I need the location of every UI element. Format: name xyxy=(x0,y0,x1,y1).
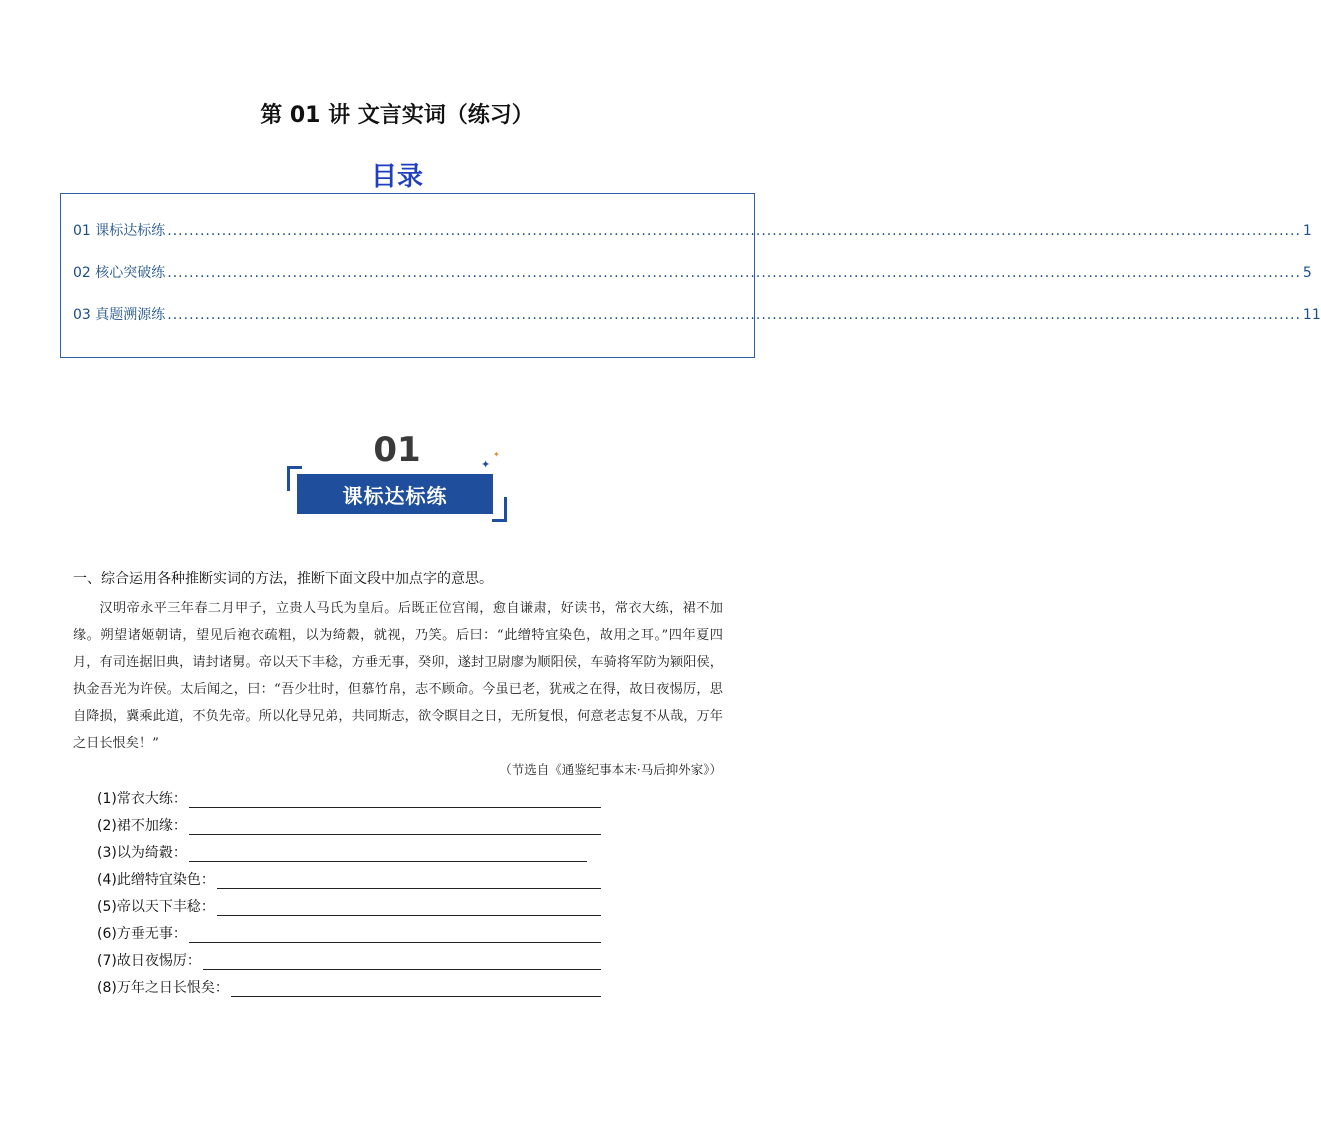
section-banner-label: 课标达标练 xyxy=(297,474,493,514)
sub-question xyxy=(97,923,601,943)
sub-question xyxy=(97,788,601,808)
toc-entry-label: 02 核心突破练 xyxy=(73,265,166,281)
sub-question-label: (4)此缯特宜染色： xyxy=(97,872,215,888)
sub-question-label: (2)裙不加缘： xyxy=(97,818,187,834)
answer-line[interactable] xyxy=(189,792,601,808)
section-number: 01 xyxy=(373,430,421,470)
sub-question-label: (7)故日夜惕厉： xyxy=(97,953,201,969)
toc-entry[interactable] xyxy=(73,304,1321,324)
answer-line[interactable] xyxy=(217,873,601,889)
table-of-contents xyxy=(60,193,1321,358)
sub-question xyxy=(97,977,601,997)
answer-line[interactable] xyxy=(189,927,601,943)
bracket-bottom-right xyxy=(492,497,507,522)
answer-line[interactable] xyxy=(189,846,587,862)
sub-question-label: (8)万年之日长恨矣： xyxy=(97,980,229,996)
sub-question xyxy=(97,869,601,889)
toc-entry-label: 03 真题溯源练 xyxy=(73,307,166,323)
toc-entry[interactable] xyxy=(73,220,1312,240)
sparkle-small-icon: ✦ xyxy=(493,450,500,459)
toc-entry-page: 5 xyxy=(1302,265,1312,281)
sub-question-label: (1)常衣大练： xyxy=(97,791,187,807)
sub-question-label: (3)以为绮縠： xyxy=(97,845,187,861)
toc-leader-dots: ................................................................................................................................................................................................................ xyxy=(167,265,1301,281)
page-title: 第 01 讲 文言实词（练习） xyxy=(260,103,534,128)
sub-question-label: (6)方垂无事： xyxy=(97,926,187,942)
toc-leader-dots: ................................................................................................................................................................................................................ xyxy=(167,223,1301,239)
question-prompt: 一、综合运用各种推断实词的方法，推断下面文段中加点字的意思。 xyxy=(73,571,493,587)
toc-entry-label: 01 课标达标练 xyxy=(73,223,166,239)
toc-heading: 目录 xyxy=(370,162,423,192)
passage-source: （节选自《通鉴纪事本末·马后抑外家》） xyxy=(499,762,722,777)
answer-line[interactable] xyxy=(217,900,601,916)
sub-question xyxy=(97,842,587,862)
passage-text: 汉明帝永平三年春二月甲子，立贵人马氏为皇后。后既正位宫闱，愈自谦肃，好读书，常衣大练，裙不加缘。朔望诸姬朝请，望见后袍衣疏粗，以为绮縠，就视，乃笑。后曰：“此缯特宜染色，故用之耳。”四年夏四月，有司连据旧典，请封诸舅。帝以天下丰稔，方垂无事，癸卯，遂封卫尉廖为顺阳侯，车骑将军防为颍阳侯，执金吾光为许侯。太后闻之，曰：“吾少壮时，但慕竹帛，志不顾命。今虽已老，犹戒之在得，故日夜惕厉，思自降损，冀乘此道，不负先帝。所以化导兄弟，共同斯志，欲令瞑目之日，无所复恨，何意老志复不从哉，万年之日长恨矣！” xyxy=(73,601,723,751)
answer-line[interactable] xyxy=(203,954,601,970)
sub-question-label: (5)帝以天下丰稔： xyxy=(97,899,215,915)
toc-entry[interactable] xyxy=(73,262,1312,282)
answer-line[interactable] xyxy=(231,981,601,997)
sub-question xyxy=(97,815,601,835)
toc-leader-dots: ................................................................................................................................................................................................................ xyxy=(167,307,1301,323)
toc-entry-page: 1 xyxy=(1302,223,1312,239)
sparkle-icon: ✦ xyxy=(481,458,491,471)
sub-question xyxy=(97,896,601,916)
sub-question xyxy=(97,950,601,970)
toc-entry-page: 11 xyxy=(1302,307,1321,323)
answer-line[interactable] xyxy=(189,819,601,835)
